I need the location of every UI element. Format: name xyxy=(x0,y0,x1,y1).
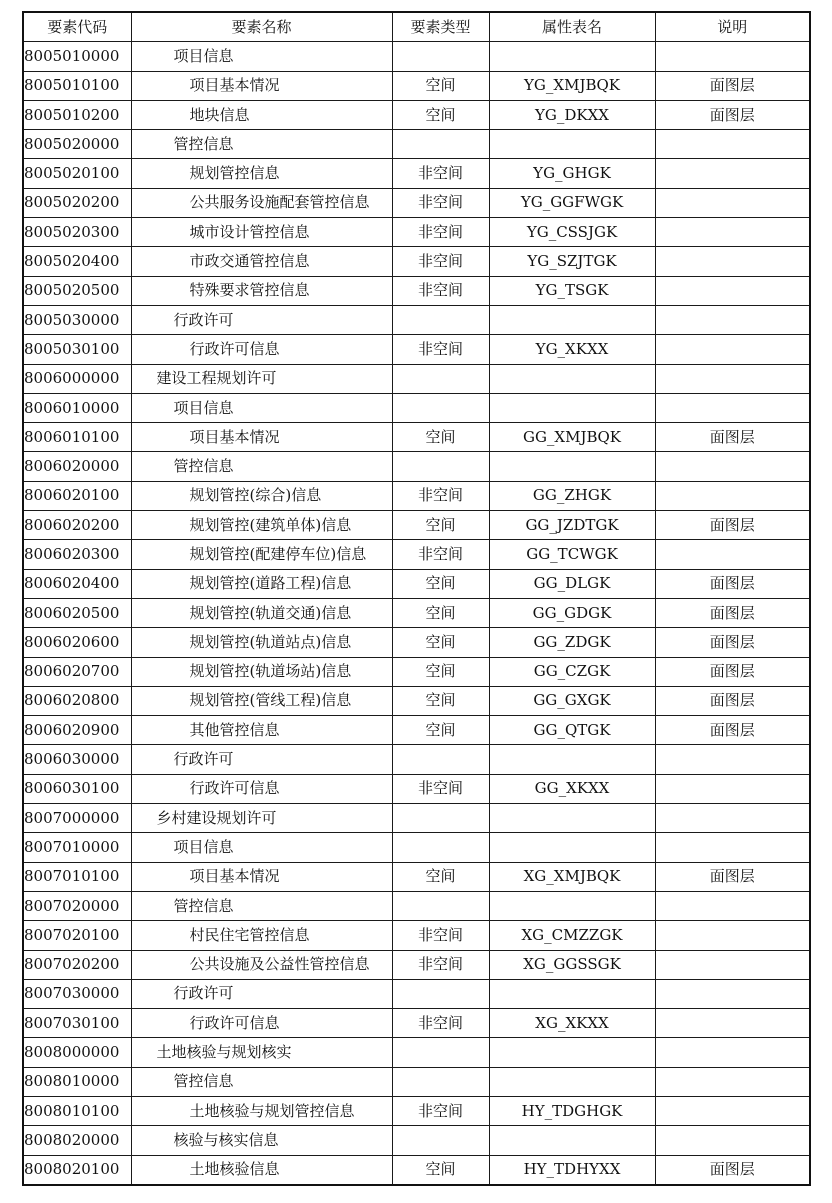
feature-type-cell: 非空间 xyxy=(392,1009,489,1038)
feature-code-cell: 8006020500 xyxy=(23,598,131,627)
attribute-table-cell xyxy=(489,1067,655,1096)
attribute-table-cell xyxy=(489,979,655,1008)
attribute-table-cell: GG_JZDTGK xyxy=(489,511,655,540)
table-row xyxy=(23,305,810,334)
attribute-table-cell: GG_GXGK xyxy=(489,686,655,715)
feature-code-cell: 8005010100 xyxy=(23,71,131,100)
feature-type-cell xyxy=(392,979,489,1008)
feature-type-cell xyxy=(392,833,489,862)
feature-name-cell: 项目信息 xyxy=(131,393,392,422)
feature-type-cell xyxy=(392,305,489,334)
note-cell xyxy=(655,218,810,247)
table-row xyxy=(23,335,810,364)
table-row xyxy=(23,950,810,979)
feature-code-cell: 8008010100 xyxy=(23,1096,131,1125)
feature-code-cell: 8008000000 xyxy=(23,1038,131,1067)
note-cell xyxy=(655,833,810,862)
feature-type-cell: 非空间 xyxy=(392,1096,489,1125)
feature-code-cell: 8006020600 xyxy=(23,628,131,657)
feature-type-cell: 非空间 xyxy=(392,540,489,569)
table-row xyxy=(23,745,810,774)
attribute-table-cell: YG_DKXX xyxy=(489,100,655,129)
table-row xyxy=(23,891,810,920)
feature-code-cell: 8008020100 xyxy=(23,1155,131,1185)
table-row xyxy=(23,1038,810,1067)
table-row xyxy=(23,921,810,950)
attribute-table-cell xyxy=(489,833,655,862)
attribute-table-cell: GG_GDGK xyxy=(489,598,655,627)
feature-name-cell: 核验与核实信息 xyxy=(131,1126,392,1155)
feature-code-cell: 8005020300 xyxy=(23,218,131,247)
table-row xyxy=(23,159,810,188)
feature-code-cell: 8006030000 xyxy=(23,745,131,774)
feature-name-cell: 市政交通管控信息 xyxy=(131,247,392,276)
attribute-table-cell xyxy=(489,1126,655,1155)
attribute-table-cell: GG_ZHGK xyxy=(489,481,655,510)
feature-name-cell: 建设工程规划许可 xyxy=(131,364,392,393)
attribute-table-cell: YG_SZJTGK xyxy=(489,247,655,276)
feature-name-cell: 项目基本情况 xyxy=(131,423,392,452)
table-row xyxy=(23,452,810,481)
attribute-table-cell xyxy=(489,745,655,774)
table-row xyxy=(23,276,810,305)
feature-type-cell xyxy=(392,130,489,159)
feature-name-cell: 管控信息 xyxy=(131,891,392,920)
feature-type-cell: 非空间 xyxy=(392,921,489,950)
feature-type-cell xyxy=(392,452,489,481)
feature-type-cell: 空间 xyxy=(392,423,489,452)
feature-table xyxy=(22,11,811,1186)
feature-code-cell: 8005030000 xyxy=(23,305,131,334)
feature-type-cell: 空间 xyxy=(392,100,489,129)
attribute-table-cell xyxy=(489,130,655,159)
feature-type-cell: 非空间 xyxy=(392,481,489,510)
feature-code-cell: 8006000000 xyxy=(23,364,131,393)
note-cell xyxy=(655,1038,810,1067)
header-table-name: 属性表名 xyxy=(489,12,655,42)
header-type: 要素类型 xyxy=(392,12,489,42)
feature-code-cell: 8006030100 xyxy=(23,774,131,803)
attribute-table-cell xyxy=(489,804,655,833)
feature-code-cell: 8005020100 xyxy=(23,159,131,188)
feature-type-cell: 非空间 xyxy=(392,218,489,247)
table-row xyxy=(23,1009,810,1038)
note-cell: 面图层 xyxy=(655,716,810,745)
note-cell: 面图层 xyxy=(655,628,810,657)
attribute-table-cell xyxy=(489,305,655,334)
table-row xyxy=(23,598,810,627)
feature-code-cell: 8005020200 xyxy=(23,188,131,217)
table-row xyxy=(23,511,810,540)
feature-type-cell xyxy=(392,1126,489,1155)
feature-type-cell: 空间 xyxy=(392,628,489,657)
table-row xyxy=(23,1126,810,1155)
attribute-table-cell: XG_GGSSGK xyxy=(489,950,655,979)
feature-code-cell: 8005030100 xyxy=(23,335,131,364)
note-cell xyxy=(655,42,810,71)
attribute-table-cell: GG_XMJBQK xyxy=(489,423,655,452)
feature-type-cell xyxy=(392,745,489,774)
feature-name-cell: 规划管控(建筑单体)信息 xyxy=(131,511,392,540)
note-cell: 面图层 xyxy=(655,71,810,100)
attribute-table-cell xyxy=(489,891,655,920)
feature-type-cell xyxy=(392,804,489,833)
table-body xyxy=(23,42,810,1185)
attribute-table-cell: XG_XMJBQK xyxy=(489,862,655,891)
feature-code-cell: 8005010200 xyxy=(23,100,131,129)
feature-name-cell: 土地核验与规划管控信息 xyxy=(131,1096,392,1125)
attribute-table-cell: YG_TSGK xyxy=(489,276,655,305)
table-row xyxy=(23,100,810,129)
feature-type-cell: 空间 xyxy=(392,657,489,686)
feature-code-cell: 8006020000 xyxy=(23,452,131,481)
note-cell: 面图层 xyxy=(655,511,810,540)
feature-code-cell: 8005020500 xyxy=(23,276,131,305)
note-cell xyxy=(655,950,810,979)
attribute-table-cell xyxy=(489,393,655,422)
note-cell: 面图层 xyxy=(655,862,810,891)
header-code: 要素代码 xyxy=(23,12,131,42)
feature-name-cell: 规划管控(配建停车位)信息 xyxy=(131,540,392,569)
feature-type-cell: 空间 xyxy=(392,511,489,540)
feature-type-cell xyxy=(392,393,489,422)
feature-code-cell: 8005010000 xyxy=(23,42,131,71)
note-cell xyxy=(655,247,810,276)
table-row xyxy=(23,1155,810,1185)
attribute-table-cell xyxy=(489,452,655,481)
note-cell: 面图层 xyxy=(655,423,810,452)
attribute-table-cell xyxy=(489,364,655,393)
attribute-table-cell: HY_TDGHGK xyxy=(489,1096,655,1125)
feature-code-cell: 8006020400 xyxy=(23,569,131,598)
note-cell xyxy=(655,159,810,188)
header-note: 说明 xyxy=(655,12,810,42)
table-row xyxy=(23,393,810,422)
note-cell: 面图层 xyxy=(655,1155,810,1185)
note-cell: 面图层 xyxy=(655,598,810,627)
feature-code-cell: 8005020000 xyxy=(23,130,131,159)
note-cell xyxy=(655,481,810,510)
feature-name-cell: 行政许可 xyxy=(131,979,392,1008)
table-row xyxy=(23,1096,810,1125)
note-cell xyxy=(655,745,810,774)
feature-type-cell: 空间 xyxy=(392,716,489,745)
note-cell xyxy=(655,1126,810,1155)
feature-name-cell: 其他管控信息 xyxy=(131,716,392,745)
feature-name-cell: 规划管控(轨道场站)信息 xyxy=(131,657,392,686)
feature-type-cell xyxy=(392,1038,489,1067)
table-row xyxy=(23,686,810,715)
table-row xyxy=(23,657,810,686)
note-cell xyxy=(655,364,810,393)
attribute-table-cell: GG_CZGK xyxy=(489,657,655,686)
feature-name-cell: 行政许可信息 xyxy=(131,335,392,364)
header-name: 要素名称 xyxy=(131,12,392,42)
table-row xyxy=(23,833,810,862)
feature-type-cell: 空间 xyxy=(392,862,489,891)
attribute-table-cell: YG_CSSJGK xyxy=(489,218,655,247)
feature-name-cell: 土地核验信息 xyxy=(131,1155,392,1185)
attribute-table-cell: GG_TCWGK xyxy=(489,540,655,569)
table-row xyxy=(23,130,810,159)
feature-code-cell: 8007030100 xyxy=(23,1009,131,1038)
attribute-table-cell: YG_XMJBQK xyxy=(489,71,655,100)
note-cell: 面图层 xyxy=(655,657,810,686)
feature-code-cell: 8006010100 xyxy=(23,423,131,452)
feature-code-cell: 8008020000 xyxy=(23,1126,131,1155)
feature-name-cell: 项目基本情况 xyxy=(131,71,392,100)
note-cell xyxy=(655,540,810,569)
table-row xyxy=(23,42,810,71)
attribute-table-cell: HY_TDHYXX xyxy=(489,1155,655,1185)
feature-type-cell: 非空间 xyxy=(392,188,489,217)
feature-type-cell: 非空间 xyxy=(392,276,489,305)
attribute-table-cell: GG_DLGK xyxy=(489,569,655,598)
feature-type-cell xyxy=(392,891,489,920)
table-row xyxy=(23,1067,810,1096)
attribute-table-cell: GG_ZDGK xyxy=(489,628,655,657)
feature-code-cell: 8006020800 xyxy=(23,686,131,715)
table-row xyxy=(23,540,810,569)
note-cell xyxy=(655,774,810,803)
feature-type-cell xyxy=(392,42,489,71)
table-row xyxy=(23,804,810,833)
feature-name-cell: 行政许可 xyxy=(131,305,392,334)
note-cell xyxy=(655,804,810,833)
feature-name-cell: 管控信息 xyxy=(131,1067,392,1096)
note-cell: 面图层 xyxy=(655,686,810,715)
feature-type-cell: 空间 xyxy=(392,686,489,715)
table-row xyxy=(23,481,810,510)
feature-type-cell xyxy=(392,1067,489,1096)
feature-name-cell: 城市设计管控信息 xyxy=(131,218,392,247)
feature-name-cell: 公共设施及公益性管控信息 xyxy=(131,950,392,979)
feature-code-cell: 8006020700 xyxy=(23,657,131,686)
attribute-table-cell: XG_CMZZGK xyxy=(489,921,655,950)
feature-code-cell: 8006020300 xyxy=(23,540,131,569)
feature-type-cell: 空间 xyxy=(392,1155,489,1185)
attribute-table-cell: YG_XKXX xyxy=(489,335,655,364)
note-cell: 面图层 xyxy=(655,100,810,129)
feature-code-cell: 8006020900 xyxy=(23,716,131,745)
attribute-table-cell: GG_XKXX xyxy=(489,774,655,803)
feature-name-cell: 土地核验与规划核实 xyxy=(131,1038,392,1067)
feature-name-cell: 行政许可 xyxy=(131,745,392,774)
feature-type-cell: 空间 xyxy=(392,71,489,100)
feature-type-cell: 非空间 xyxy=(392,950,489,979)
note-cell xyxy=(655,979,810,1008)
feature-type-cell: 空间 xyxy=(392,569,489,598)
feature-code-cell: 8007030000 xyxy=(23,979,131,1008)
note-cell xyxy=(655,130,810,159)
note-cell xyxy=(655,305,810,334)
feature-name-cell: 项目信息 xyxy=(131,833,392,862)
feature-name-cell: 管控信息 xyxy=(131,452,392,481)
table-row xyxy=(23,423,810,452)
feature-code-cell: 8007010100 xyxy=(23,862,131,891)
feature-name-cell: 村民住宅管控信息 xyxy=(131,921,392,950)
feature-code-cell: 8005020400 xyxy=(23,247,131,276)
feature-code-cell: 8007010000 xyxy=(23,833,131,862)
feature-code-cell: 8008010000 xyxy=(23,1067,131,1096)
feature-name-cell: 规划管控(道路工程)信息 xyxy=(131,569,392,598)
feature-type-cell xyxy=(392,364,489,393)
feature-name-cell: 项目基本情况 xyxy=(131,862,392,891)
feature-name-cell: 特殊要求管控信息 xyxy=(131,276,392,305)
attribute-table-cell: YG_GGFWGK xyxy=(489,188,655,217)
table-row xyxy=(23,569,810,598)
table-row xyxy=(23,628,810,657)
feature-name-cell: 公共服务设施配套管控信息 xyxy=(131,188,392,217)
table-row xyxy=(23,218,810,247)
document-page xyxy=(22,11,809,1186)
table-row xyxy=(23,716,810,745)
note-cell xyxy=(655,1009,810,1038)
note-cell xyxy=(655,335,810,364)
feature-type-cell: 非空间 xyxy=(392,159,489,188)
note-cell xyxy=(655,276,810,305)
note-cell xyxy=(655,393,810,422)
note-cell xyxy=(655,1067,810,1096)
table-row xyxy=(23,364,810,393)
table-row xyxy=(23,247,810,276)
feature-name-cell: 行政许可信息 xyxy=(131,774,392,803)
note-cell xyxy=(655,452,810,481)
feature-code-cell: 8007000000 xyxy=(23,804,131,833)
attribute-table-cell xyxy=(489,1038,655,1067)
feature-name-cell: 管控信息 xyxy=(131,130,392,159)
feature-code-cell: 8006020200 xyxy=(23,511,131,540)
feature-code-cell: 8006020100 xyxy=(23,481,131,510)
feature-type-cell: 非空间 xyxy=(392,774,489,803)
attribute-table-cell xyxy=(489,42,655,71)
feature-code-cell: 8007020100 xyxy=(23,921,131,950)
note-cell xyxy=(655,921,810,950)
table-row xyxy=(23,188,810,217)
feature-type-cell: 非空间 xyxy=(392,247,489,276)
feature-name-cell: 规划管控(管线工程)信息 xyxy=(131,686,392,715)
feature-name-cell: 规划管控(轨道站点)信息 xyxy=(131,628,392,657)
table-row xyxy=(23,774,810,803)
feature-name-cell: 规划管控信息 xyxy=(131,159,392,188)
feature-type-cell: 空间 xyxy=(392,598,489,627)
note-cell xyxy=(655,188,810,217)
note-cell: 面图层 xyxy=(655,569,810,598)
feature-type-cell: 非空间 xyxy=(392,335,489,364)
note-cell xyxy=(655,891,810,920)
feature-name-cell: 规划管控(轨道交通)信息 xyxy=(131,598,392,627)
feature-name-cell: 乡村建设规划许可 xyxy=(131,804,392,833)
feature-name-cell: 规划管控(综合)信息 xyxy=(131,481,392,510)
feature-name-cell: 行政许可信息 xyxy=(131,1009,392,1038)
feature-code-cell: 8007020000 xyxy=(23,891,131,920)
note-cell xyxy=(655,1096,810,1125)
feature-name-cell: 项目信息 xyxy=(131,42,392,71)
attribute-table-cell: YG_GHGK xyxy=(489,159,655,188)
table-header xyxy=(23,12,810,42)
header-row xyxy=(23,12,810,42)
feature-code-cell: 8006010000 xyxy=(23,393,131,422)
table-row xyxy=(23,71,810,100)
table-row xyxy=(23,862,810,891)
attribute-table-cell: XG_XKXX xyxy=(489,1009,655,1038)
feature-code-cell: 8007020200 xyxy=(23,950,131,979)
attribute-table-cell: GG_QTGK xyxy=(489,716,655,745)
table-row xyxy=(23,979,810,1008)
feature-name-cell: 地块信息 xyxy=(131,100,392,129)
